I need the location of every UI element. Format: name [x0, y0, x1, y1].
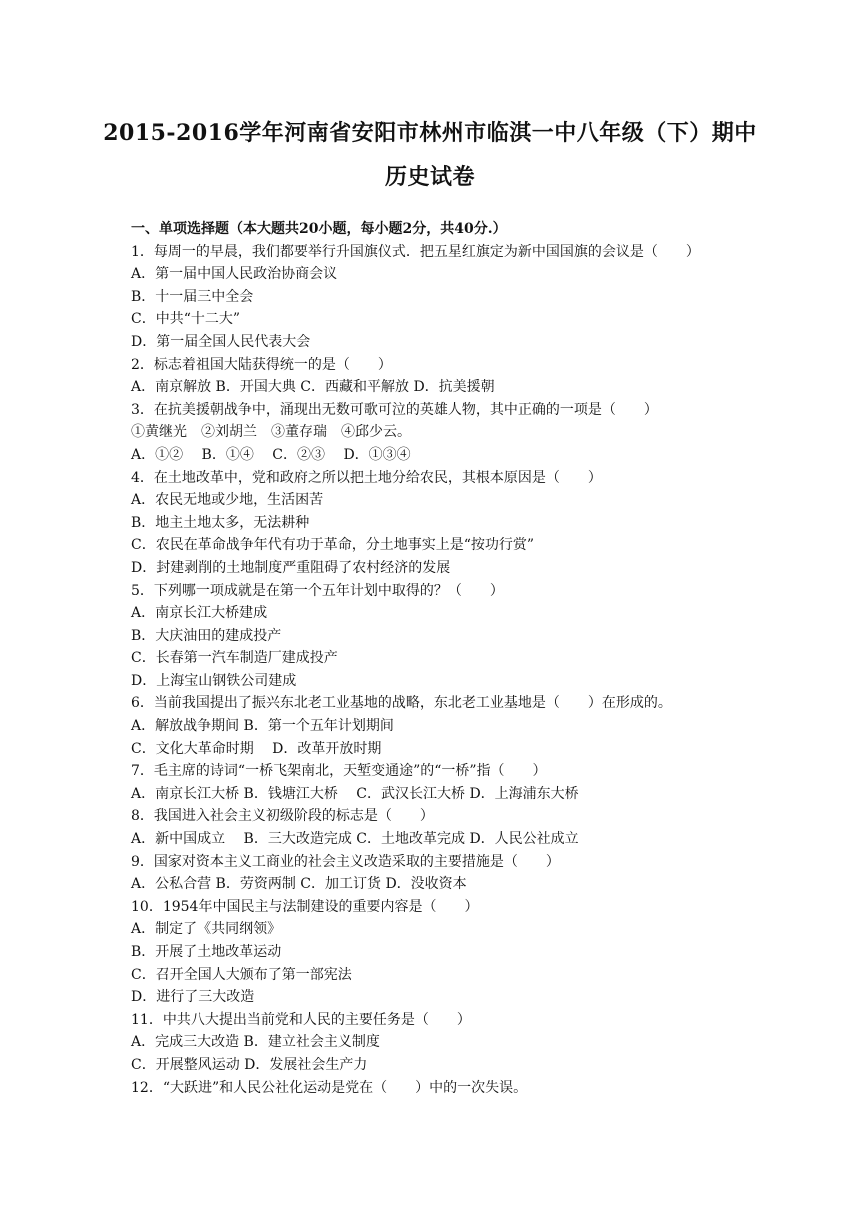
- document-title-line-2: 历史试卷: [384, 164, 475, 190]
- option-line: A．新中国成立 B．三大改造完成 C．土地改革完成 D．人民公社成立: [131, 831, 579, 848]
- option-line: A．第一届中国人民政治协商会议: [131, 266, 338, 283]
- option-line: D．进行了三大改造: [131, 989, 255, 1006]
- question-line: 1．每周一的早晨，我们都要举行升国旗仪式．把五星红旗定为新中国国旗的会议是（ ）: [131, 243, 700, 260]
- question-line: 10．1954年中国民主与法制建设的重要内容是（ ）: [131, 898, 479, 915]
- question-line: 11．中共八大提出当前党和人民的主要任务是（ ）: [131, 1011, 471, 1028]
- question-line: 12．“大跃进”和人民公社化运动是党在（ ）中的一次失误。: [131, 1079, 528, 1096]
- option-line: C．中共“十二大”: [131, 311, 241, 328]
- question-line: 3．在抗美援朝战争中，涌现出无数可歌可泣的英雄人物，其中正确的一项是（ ）: [131, 401, 658, 418]
- option-line: A．南京解放 B．开国大典 C．西藏和平解放 D．抗美援朝: [131, 379, 495, 396]
- option-line: B．大庆油田的建成投产: [131, 627, 282, 644]
- question-line: 2．标志着祖国大陆获得统一的是（ ）: [131, 356, 392, 373]
- option-line: A．完成三大改造 B．建立社会主义制度: [131, 1034, 380, 1051]
- option-line: B．十一届三中全会: [131, 288, 254, 305]
- option-line: ①黄继光 ②刘胡兰 ③董存瑞 ④邱少云。: [131, 424, 411, 441]
- option-line: C．召开全国人大颁布了第一部宪法: [131, 966, 352, 983]
- option-line: C．开展整风运动 D．发展社会生产力: [131, 1056, 368, 1073]
- question-line: 5．下列哪一项成就是在第一个五年计划中取得的？（ ）: [131, 582, 504, 599]
- option-line: A．南京长江大桥建成: [131, 605, 268, 622]
- option-line: A．解放战争期间 B．第一个五年计划期间: [131, 718, 394, 735]
- option-line: A．农民无地或少地，生活困苦: [131, 492, 324, 509]
- option-line: C．文化大革命时期 D．改革开放时期: [131, 740, 382, 757]
- option-line: B．开展了土地改革运动: [131, 944, 282, 960]
- question-line: 6．当前我国提出了振兴东北老工业基地的战略，东北老工业基地是（ ）在形成的。: [131, 695, 672, 712]
- option-line: A．南京长江大桥 B．钱塘江大桥 C．武汉长江大桥 D．上海浦东大桥: [131, 785, 579, 802]
- question-line: 9．国家对资本主义工商业的社会主义改造采取的主要措施是（ ）: [131, 853, 560, 870]
- document-title-line-1: 2015-2016学年河南省安阳市林州市临淇一中八年级（下）期中: [103, 120, 757, 146]
- question-content: [131, 218, 771, 1099]
- question-line: 8．我国进入社会主义初级阶段的标志是（ ）: [131, 808, 434, 825]
- section-heading: 一、单项选择题（本大题共20小题，每小题2分，共40分.）: [131, 221, 507, 237]
- option-line: A．①② B．①④ C．②③ D．①③④: [131, 446, 411, 463]
- question-line: 7．毛主席的诗词“一桥飞架南北，天堑变通途”的“一桥”指（ ）: [131, 763, 547, 780]
- option-line: B．地主土地太多，无法耕种: [131, 514, 310, 531]
- option-line: D．封建剥削的土地制度严重阻碍了农村经济的发展: [131, 559, 451, 576]
- question-line: 4．在土地改革中，党和政府之所以把土地分给农民，其根本原因是（ ）: [131, 469, 602, 486]
- option-line: A．制定了《共同纲领》: [131, 921, 282, 938]
- option-line: C．长春第一汽车制造厂建成投产: [131, 650, 338, 667]
- option-line: A．公私合营 B．劳资两制 C．加工订货 D．没收资本: [131, 876, 467, 893]
- option-line: D．上海宝山钢铁公司建成: [131, 672, 297, 689]
- option-line: C．农民在革命战争年代有功于革命，分土地事实上是“按功行赏”: [131, 537, 535, 554]
- option-line: D．第一届全国人民代表大会: [131, 333, 311, 350]
